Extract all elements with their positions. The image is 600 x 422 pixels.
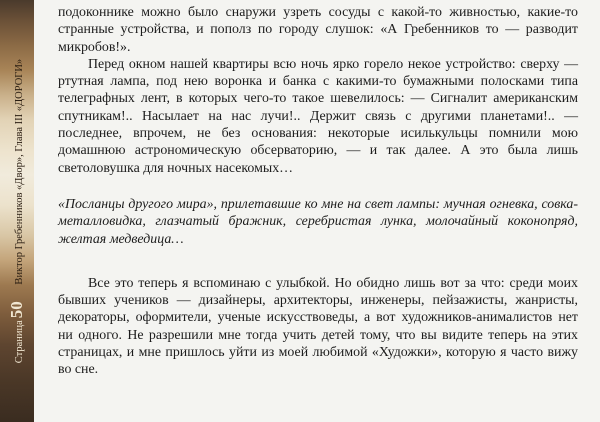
page-number: 50: [7, 301, 26, 319]
spine-caption: [7, 1, 27, 421]
paragraph-lamp: Перед окном нашей квартиры всю ночь ярко горело некое устройство: сверху — ртутная лампа, под нею воронка и банка с какими-то бумажными полосками типа телеграфных лент, в которых чего-то такое шевелилось: — Сигналит американским спутникам!.. Насылает на нас лучи!.. Держит связь с другими планетами!.. — последнее, впрочем, не без основания: некоторые исилькульцы помнили мою домашнюю астрономическую обсерваторию, — и так далее. А это была лишь светоловушка для ночных насекомых…: [58, 56, 578, 176]
page-body: [58, 4, 578, 379]
page-number-block: [7, 299, 26, 364]
page-spine-photo: [0, 0, 34, 422]
page-label: Страница: [14, 320, 25, 364]
paragraph-students: Все это теперь я вспоминаю с улыбкой. Но обидно лишь вот за что: среди моих бывших учеников — дизайнеры, архитекторы, инженеры, пейзажисты, жанристы, декораторы, оформители, ученые искусствоведы, а вот художников-анималистов нет ни одного. Не разрешили мне тогда учить детей тому, что вы видите теперь на этих страницах, и мне пришлось уйти из моей любимой «Художки», которую я часто вижу во сне.: [58, 275, 578, 378]
caption-insects: «Посланцы другого мира», прилетавшие ко мне на свет лампы: мучная огневка, совка-металловидка, глазчатый бражник, серебристая лунка, молочайный коконопряд, желтая медведица…: [58, 196, 578, 247]
running-title: Виктор Гребенников «Двор», Глава III «ДОРОГИ»: [14, 58, 25, 285]
paragraph-continuation: подоконнике можно было снаружи узреть сосуды с какой-то живностью, какие-то странные устройства, и пополз по городу слушок: «А Гребенников то — разводит микробов!».: [58, 5, 578, 55]
